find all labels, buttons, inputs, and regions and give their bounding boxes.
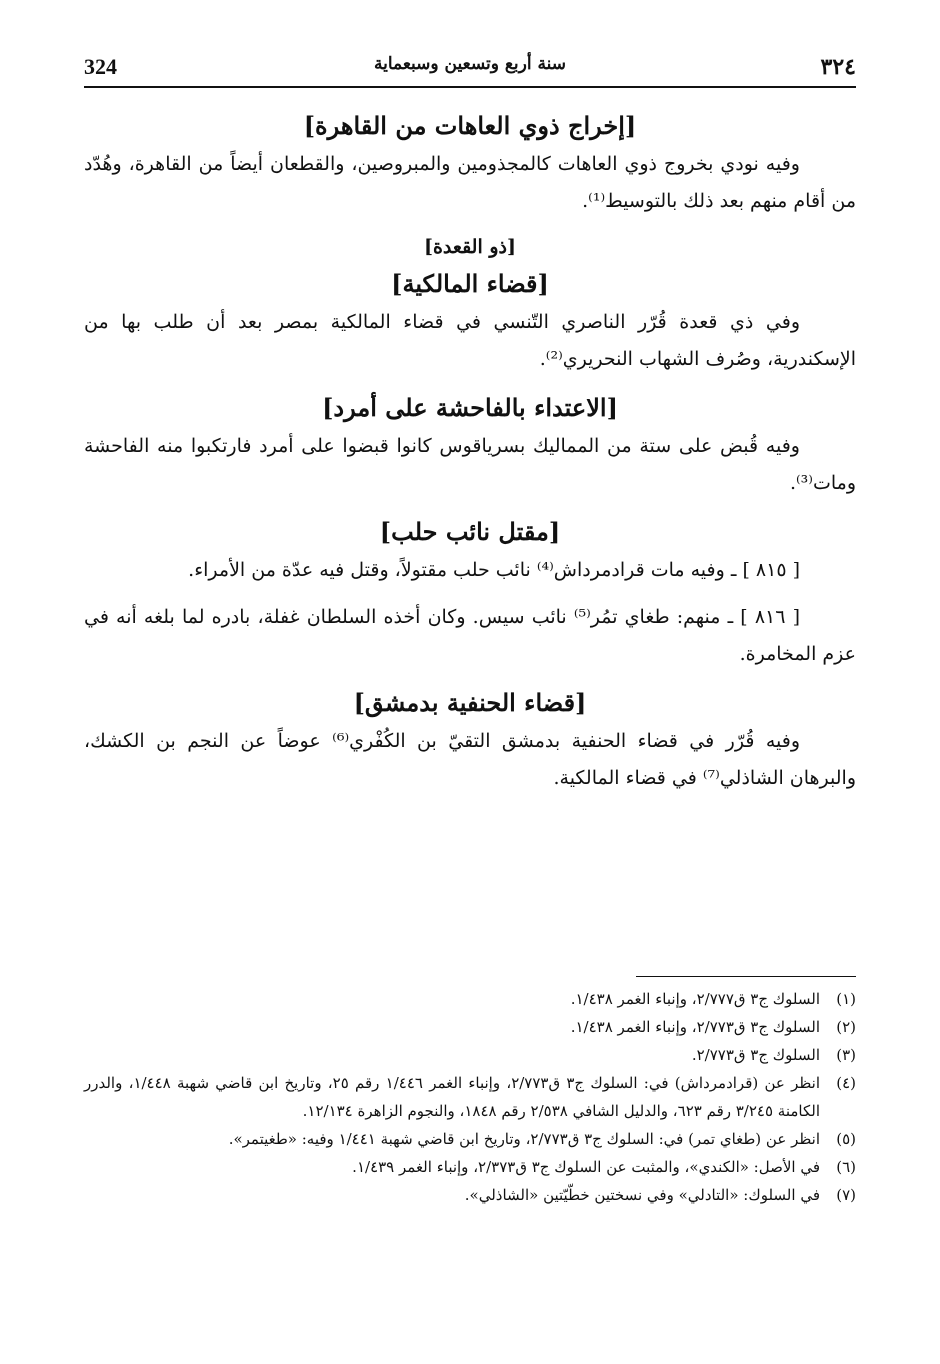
footnote-number: (٦) bbox=[836, 1158, 856, 1176]
footnote-1 bbox=[84, 985, 856, 1013]
running-title: سنة أربع وتسعين وسبعماية bbox=[374, 54, 566, 74]
section-aleppo-governor bbox=[84, 512, 856, 673]
entry-text: ـ منهم: طغاي تمُر⁽⁵⁾ نائب سيس. وكان أخذه السلطان غفلة، بادره لما بلغه أنه في عزم المخامرة. bbox=[84, 606, 856, 665]
paragraph: وفيه قُرّر في قضاء الحنفية بدمشق التقيّ بن الكُفْري⁽⁶⁾ عوضاً عن النجم بن الكشك، والبرهان الشاذلي⁽⁷⁾ في قضاء المالكية. bbox=[84, 730, 856, 789]
footnote-3 bbox=[84, 1041, 856, 1069]
entry-text: ـ وفيه مات قرادمرداش⁽⁴⁾ نائب حلب مقتولاً، وقتل فيه عدّة من الأمراء. bbox=[188, 559, 737, 581]
paragraph: وفيه قُبض على ستة من المماليك بسرياقوس كانوا قبضوا على أمرد فارتكبوا منه الفاحشة ومات⁽³⁾. bbox=[84, 435, 856, 494]
footnotes bbox=[84, 976, 856, 1209]
footnote-2 bbox=[84, 1013, 856, 1041]
entry-816 bbox=[84, 599, 856, 673]
main-text bbox=[84, 106, 856, 807]
footnote-number: (٣) bbox=[836, 1046, 856, 1064]
footnote-text: السلوك ج٣ ق٢/٧٧٧، وإنباء الغمر ١/٤٣٨. bbox=[570, 990, 820, 1008]
entry-815 bbox=[84, 552, 856, 589]
page-number-latin: 324 bbox=[84, 54, 117, 79]
footnote-6 bbox=[84, 1153, 856, 1181]
footnote-number: (٧) bbox=[836, 1186, 856, 1204]
footnote-text: انظر عن (قرادمرداش) في: السلوك ج٣ ق٢/٧٧٣، وإنباء الغمر ١/٤٤٦ رقم ٢٥، وتاريخ ابن قاضي شهبة ١/٤٤٨، والدرر الكامنة ٣/٢٤٥ رقم ٦٢٣، والدليل الشافي ٢/٥٣٨ رقم ١٨٤٨، والنجوم الزاهرة ١٢/١٣٤. bbox=[84, 1074, 820, 1120]
section-maliki-judge bbox=[84, 230, 856, 378]
footnote-5 bbox=[84, 1125, 856, 1153]
footnote-text: السلوك ج٣ ق٢/٧٧٣، وإنباء الغمر ١/٤٣٨. bbox=[570, 1018, 820, 1036]
footnote-7 bbox=[84, 1181, 856, 1209]
footnote-number: (٤) bbox=[836, 1074, 856, 1092]
footnote-4 bbox=[84, 1069, 856, 1125]
section-expulsion bbox=[84, 106, 856, 220]
footnote-divider bbox=[636, 976, 856, 977]
page-header bbox=[84, 44, 856, 88]
section-heading: [إخراج ذوي العاهات من القاهرة] bbox=[303, 111, 637, 140]
month-heading: [ذو القعدة] bbox=[423, 236, 516, 258]
section-assault bbox=[84, 388, 856, 502]
section-heading: [الاعتداء بالفاحشة على أمرد] bbox=[322, 393, 618, 422]
footnote-number: (٥) bbox=[836, 1130, 856, 1148]
section-heading: [مقتل نائب حلب] bbox=[379, 517, 561, 546]
footnote-text: في السلوك: «التادلي» وفي نسختين خطّيّتين «الشاذلي». bbox=[464, 1186, 820, 1204]
paragraph: وفيه نودي بخروج ذوي العاهات كالمجذومين والمبروصين، والقطعان أيضاً من القاهرة، وهُدّد من أقام منهم بعد ذلك بالتوسيط⁽¹⁾. bbox=[84, 153, 856, 212]
page-number-arabic: ٣٢٤ bbox=[820, 54, 856, 80]
section-heading: [قضاء المالكية] bbox=[391, 269, 549, 298]
footnote-number: (١) bbox=[836, 990, 856, 1008]
footnote-number: (٢) bbox=[836, 1018, 856, 1036]
footnote-text: في الأصل: «الكندي»، والمثبت عن السلوك ج٣ ق٢/٣٧٣، وإنباء الغمر ١/٤٣٩. bbox=[352, 1158, 820, 1176]
entry-number: [ ٨١٥ ] bbox=[742, 559, 800, 581]
paragraph: وفي ذي قعدة قُرّر الناصري التّنسي في قضاء المالكية بمصر بعد أن طلب بها من الإسكندرية، وصُرف الشهاب النحريري⁽²⁾. bbox=[84, 311, 856, 370]
section-heading: [قضاء الحنفية بدمشق] bbox=[353, 688, 587, 717]
footnote-text: انظر عن (طغاي تمر) في: السلوك ج٣ ق٢/٧٧٣، وتاريخ ابن قاضي شهبة ١/٤٤١ وفيه: «طغيتمر». bbox=[228, 1130, 820, 1148]
entry-number: [ ٨١٦ ] bbox=[740, 606, 800, 628]
footnote-text: السلوك ج٣ ق٢/٧٧٣. bbox=[691, 1046, 820, 1064]
section-hanafi-damascus bbox=[84, 683, 856, 797]
